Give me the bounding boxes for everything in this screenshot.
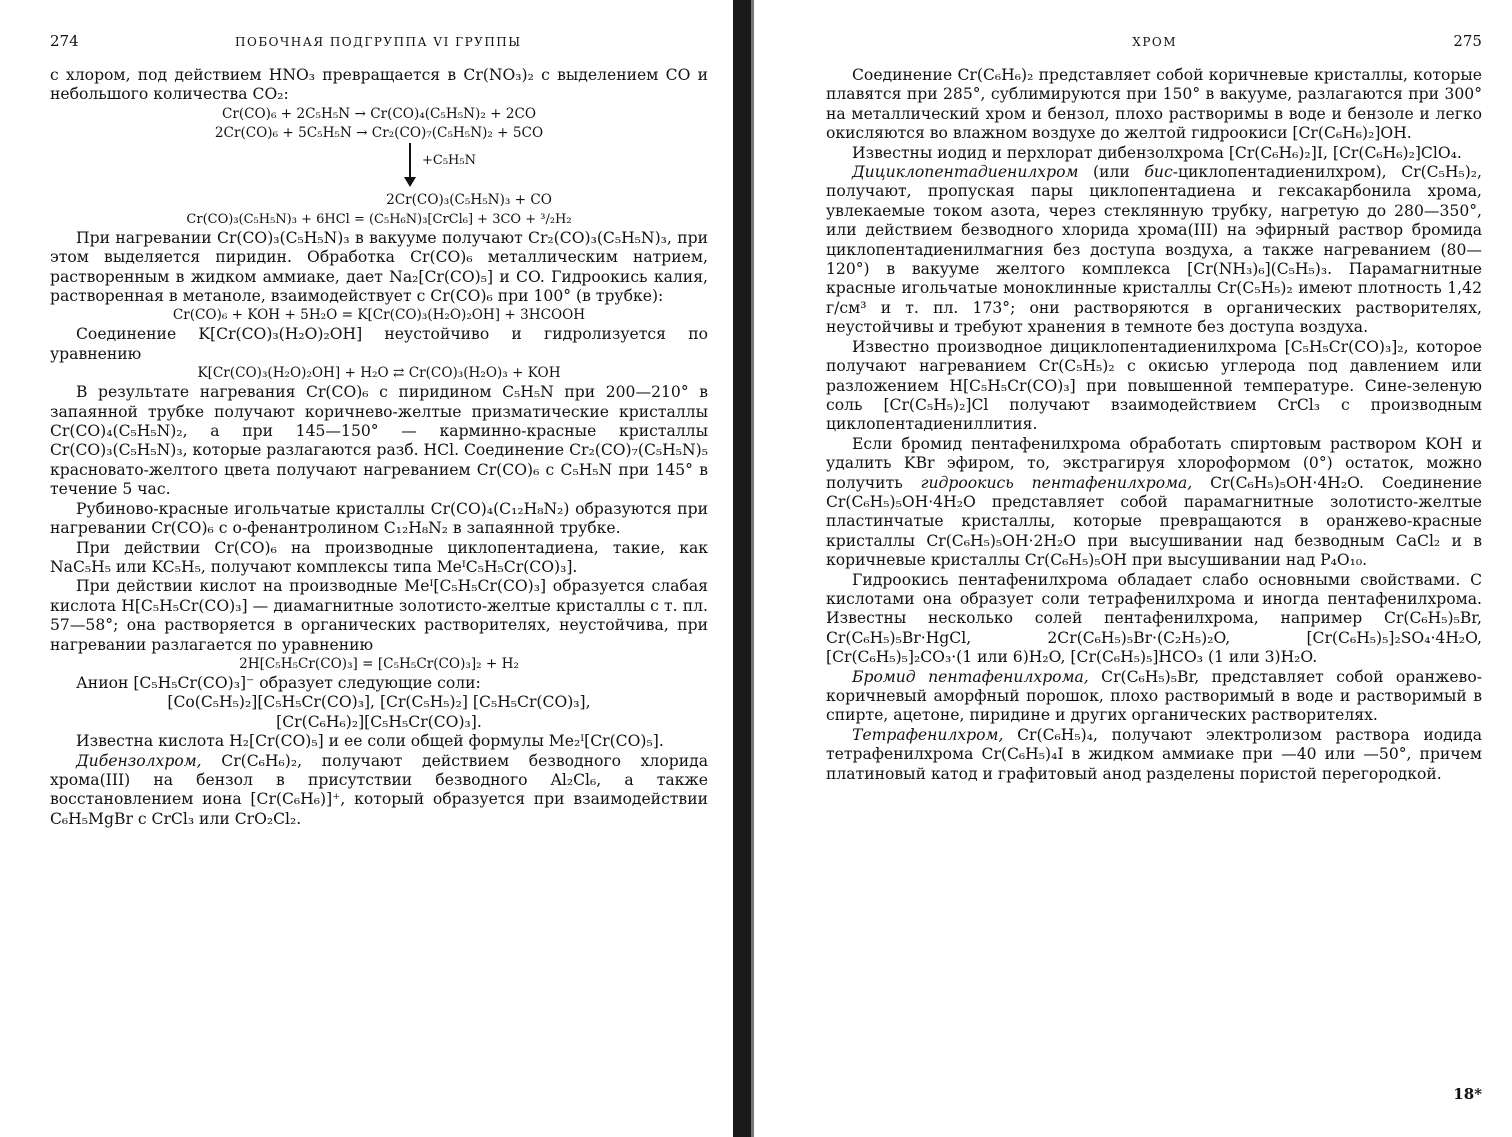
paragraph [50,752,708,830]
paragraph: Соединение Cr(C₆H₆)₂ представляет собой коричневые кристаллы, которые плавятся при 285°, сублимируются при 150° в вакууме, разлагаются при 300° на металлический хром и бензол, плохо растворимы в воде и бензоле и легко окисляются во влажном воздухе до желтой гидроокиси [Cr(C₆H₆)₂]OH. [826,66,1482,143]
equation: 2Cr(CO)₃(C₅H₅N)₃ + CO [386,191,552,208]
paragraph: В результате нагревания Cr(CO)₆ с пиридином C₅H₅N при 200—210° в запаянной трубке получают коричнево-желтые призматические кристаллы Cr(CO)₄(C₅H₅N)₂, а при 145—150° — карминно-красные кристаллы Cr(CO)₃(C₅H₅N)₃, которые разлагаются разб. HCl. Соединение Cr₂(CO)₇(C₅H₅N)₅ красновато-желтого цвета получают нагреванием Cr(CO)₆ с C₅H₅N при 145° в течение 5 час. [50,383,708,499]
left-page [0,0,732,1137]
paragraph: При действии кислот на производные Meᴵ[C₅H₅Cr(CO)₃] образуется слабая кислота H[C₅H₅Cr(CO)₃] — диамагнитные золотисто-желтые кристаллы с т. пл. 57—58°; она растворяется в органических растворителях, неустойчива, при нагревании разлагается по уравнению [50,577,708,654]
paragraph [826,668,1482,726]
gutter-edge [751,0,754,1137]
paragraph-text: (или [1078,163,1145,182]
paragraph [826,726,1482,784]
left-page-header [50,32,708,54]
right-page [756,0,1512,1137]
salt-list: [Co(C₅H₅)₂][C₅H₅Cr(CO)₃], [Cr(C₅H₅)₂] [C₅H₅Cr(CO)₃], [167,693,591,712]
reaction-arrow [50,143,708,191]
term: бис [1144,163,1173,182]
running-title: ПОБОЧНАЯ ПОДГРУППА VI ГРУППЫ [235,35,522,49]
signature-mark: 18* [1453,1085,1482,1103]
paragraph: При действии Cr(CO)₆ на производные циклопентадиена, такие, как NaC₅H₅ или KC₅H₅, получают комплексы типа MeᴵС₅H₅Cr(CO)₃]. [50,538,708,576]
paragraph: Известна кислота H₂[Cr(CO)₅] и ее соли общей формулы Me₂ᴵ[Cr(CO)₅]. [76,732,664,751]
arrow-down-icon [404,177,416,187]
paragraph: Известны иодид и перхлорат дибензолхрома [Cr(C₆H₆)₂]I, [Cr(C₆H₆)₂]ClO₄. [852,143,1462,162]
equation: Cr(CO)₆ + KOH + 5H₂O = K[Cr(CO)₃(H₂O)₂OH] + 3HCOOH [172,307,586,324]
paragraph-text: Cr(C₆H₅)₅Br, представляет собой оранжево-коричневый аморфный порошок, плохо растворимый в воде и растворимый в спирте, ацетоне, пиридине и других органических растворителях. [826,667,1482,725]
paragraph: Гидроокись пентафенилхрома обладает слабо основными свойствами. С кислотами она образует соли тетрафенилхрома и иногда пентафенилхрома. Известны несколько солей пентафенилхрома, например Cr(C₆H₅)₅Br, Cr(C₆H₅)₅Br·HgCl, 2Cr(C₆H₅)₅Br·(C₂H₅)₂O, [Cr(C₆H₅)₅]₂SO₄·4H₂O, [Cr(C₆H₅)₅]₂CO₃·(1 или 6)H₂O, [Cr(C₆H₅)₅]HCO₃ (1 или 3)H₂O. [826,570,1482,667]
paragraph: Известно производное дициклопентадиенилхрома [C₅H₅Cr(CO)₃]₂, которое получают нагреванием Cr(C₅H₅)₂ с окисью углерода под давлением или разложением H[C₅H₅Cr(CO)₃] при повышенной температуре. Сине-зеленую соль [Cr(C₅H₅)₂]Cl получают взаимодействием CrCl₃ с производным циклопентадиениллития. [826,337,1482,434]
equation: Cr(CO)₃(C₅H₅N)₃ + 6HCl = (C₅H₆N)₃[CrCl₆] + 3CO + ³/₂H₂ [186,211,572,227]
term: Тетрафенилхром, [852,725,1004,744]
paragraph-text: Если бромид пентафенилхрома обработать спиртовым раствором KOH и удалить KBr эфиром, то, экстрагируя хлороформом (0°) остаток, можно получить [826,434,1482,492]
term: Дибензолхром, [76,751,202,770]
book-gutter [733,0,751,1137]
paragraph [826,163,1482,338]
paragraph-text: -циклопентадиенилхром), Cr(C₅H₅)₂, получают, пропуская пары циклопентадиена и гексакарбонила хрома, увлекаемые током азота, через стеклянную трубку, нагретую до 280—350°, или действием безводного хлорида хрома(III) на эфирный раствор бромида циклопентадиенилмагния без доступа воздуха, а также нагреванием (80—120°) в вакууме желтого комплекса [Cr(NH₃)₆](C₅H₅)₃. Парамагнитные красные игольчатые моноклинные кристаллы Cr(C₅H₅)₂ имеют плотность 1,42 г/см³ и т. пл. 173°; они растворяются в органических растворителях, неустойчивы и требуют хранения в темноте без доступа воздуха. [826,163,1482,337]
equation: 2Cr(CO)₆ + 5C₅H₅N → Cr₂(CO)₇(C₅H₅N)₂ + 5CO [214,124,544,141]
paragraph: Анион [C₅H₅Cr(CO)₃]⁻ образует следующие соли: [76,673,481,692]
term: Бромид пентафенилхрома, [852,667,1089,686]
salt-list: [Cr(C₆H₆)₂][C₅H₅Cr(CO)₃]. [276,712,482,731]
paragraph: Рубиново-красные игольчатые кристаллы Cr(CO)₄(C₁₂H₈N₂) образуются при нагревании Cr(CO)₆ с о-фенантролином C₁₂H₈N₂ в запаянной трубке. [50,499,708,538]
equation: K[Cr(CO)₃(H₂O)₂OH] + H₂O ⇄ Cr(CO)₃(H₂O)₃ + KOH [197,365,561,382]
paragraph: с хлором, под действием HNO₃ превращается в Cr(NO₃)₂ с выделением CO и небольшого количества CO₂: [50,66,708,104]
equation: Cr(CO)₆ + 2C₅H₅N → Cr(CO)₄(C₅H₅N)₂ + 2CO [221,105,537,122]
page-number: 274 [50,32,79,50]
paragraph: Соединение K[Cr(CO)₃(H₂O)₂OH] неустойчиво и гидролизуется по уравнению [50,325,708,363]
paragraph-text: Cr(C₆H₅)₅OH·4H₂O. Соединение Cr(C₆H₅)₅OH·4H₂O представляет собой парамагнитные золотисто-желтые пластинчатые кристаллы, которые превращаются в оранжево-красные кристаллы Cr(C₆H₅)₅OH·2H₂O при высушивании над безводным CaCl₂ и в коричневые кристаллы Cr(C₆H₅)₅OH при высушивании над P₄O₁₀. [826,473,1482,570]
running-title: ХРОМ [1132,35,1178,49]
paragraph: При нагревании Cr(CO)₃(C₅H₅N)₃ в вакууме получают Cr₂(CO)₃(C₅H₅N)₃, при этом выделяется пиридин. Обработка Cr(CO)₆ металлическим натрием, растворенным в жидком аммиаке, дает Na₂[Cr(CO)₅] и CO. Гидроокись калия, растворенная в метаноле, взаимодействует с Cr(CO)₆ при 100° (в трубке): [50,228,708,306]
right-page-header [826,32,1482,54]
term: Дициклопентадиенилхром [852,163,1079,182]
paragraph [826,435,1482,571]
paragraph-text: Cr(C₆H₆)₂, получают действием безводного хлорида хрома(III) на бензол в присутствии безводного Al₂Cl₆, а также восстановлением иона [Cr(C₆H₆)]⁺, который образуется при взаимодействии C₆H₅MgBr с CrCl₃ или CrO₂Cl₂. [50,751,708,828]
term: гидроокись пентафенилхрома, [920,473,1193,492]
paragraph-text: Cr(C₆H₅)₄, получают электролизом раствора иодида тетрафенилхрома Cr(C₆H₅)₄I в жидком аммиаке при —40 или —50°, причем платиновый катод и графитовый анод разделены пористой перегородкой. [826,725,1482,783]
arrow-label: +C₅H₅N [422,152,476,168]
equation: 2H[C₅H₅Cr(CO)₃] = [C₅H₅Cr(CO)₃]₂ + H₂ [239,655,519,672]
arrow-shaft [409,143,411,179]
page-number: 275 [1453,32,1482,50]
